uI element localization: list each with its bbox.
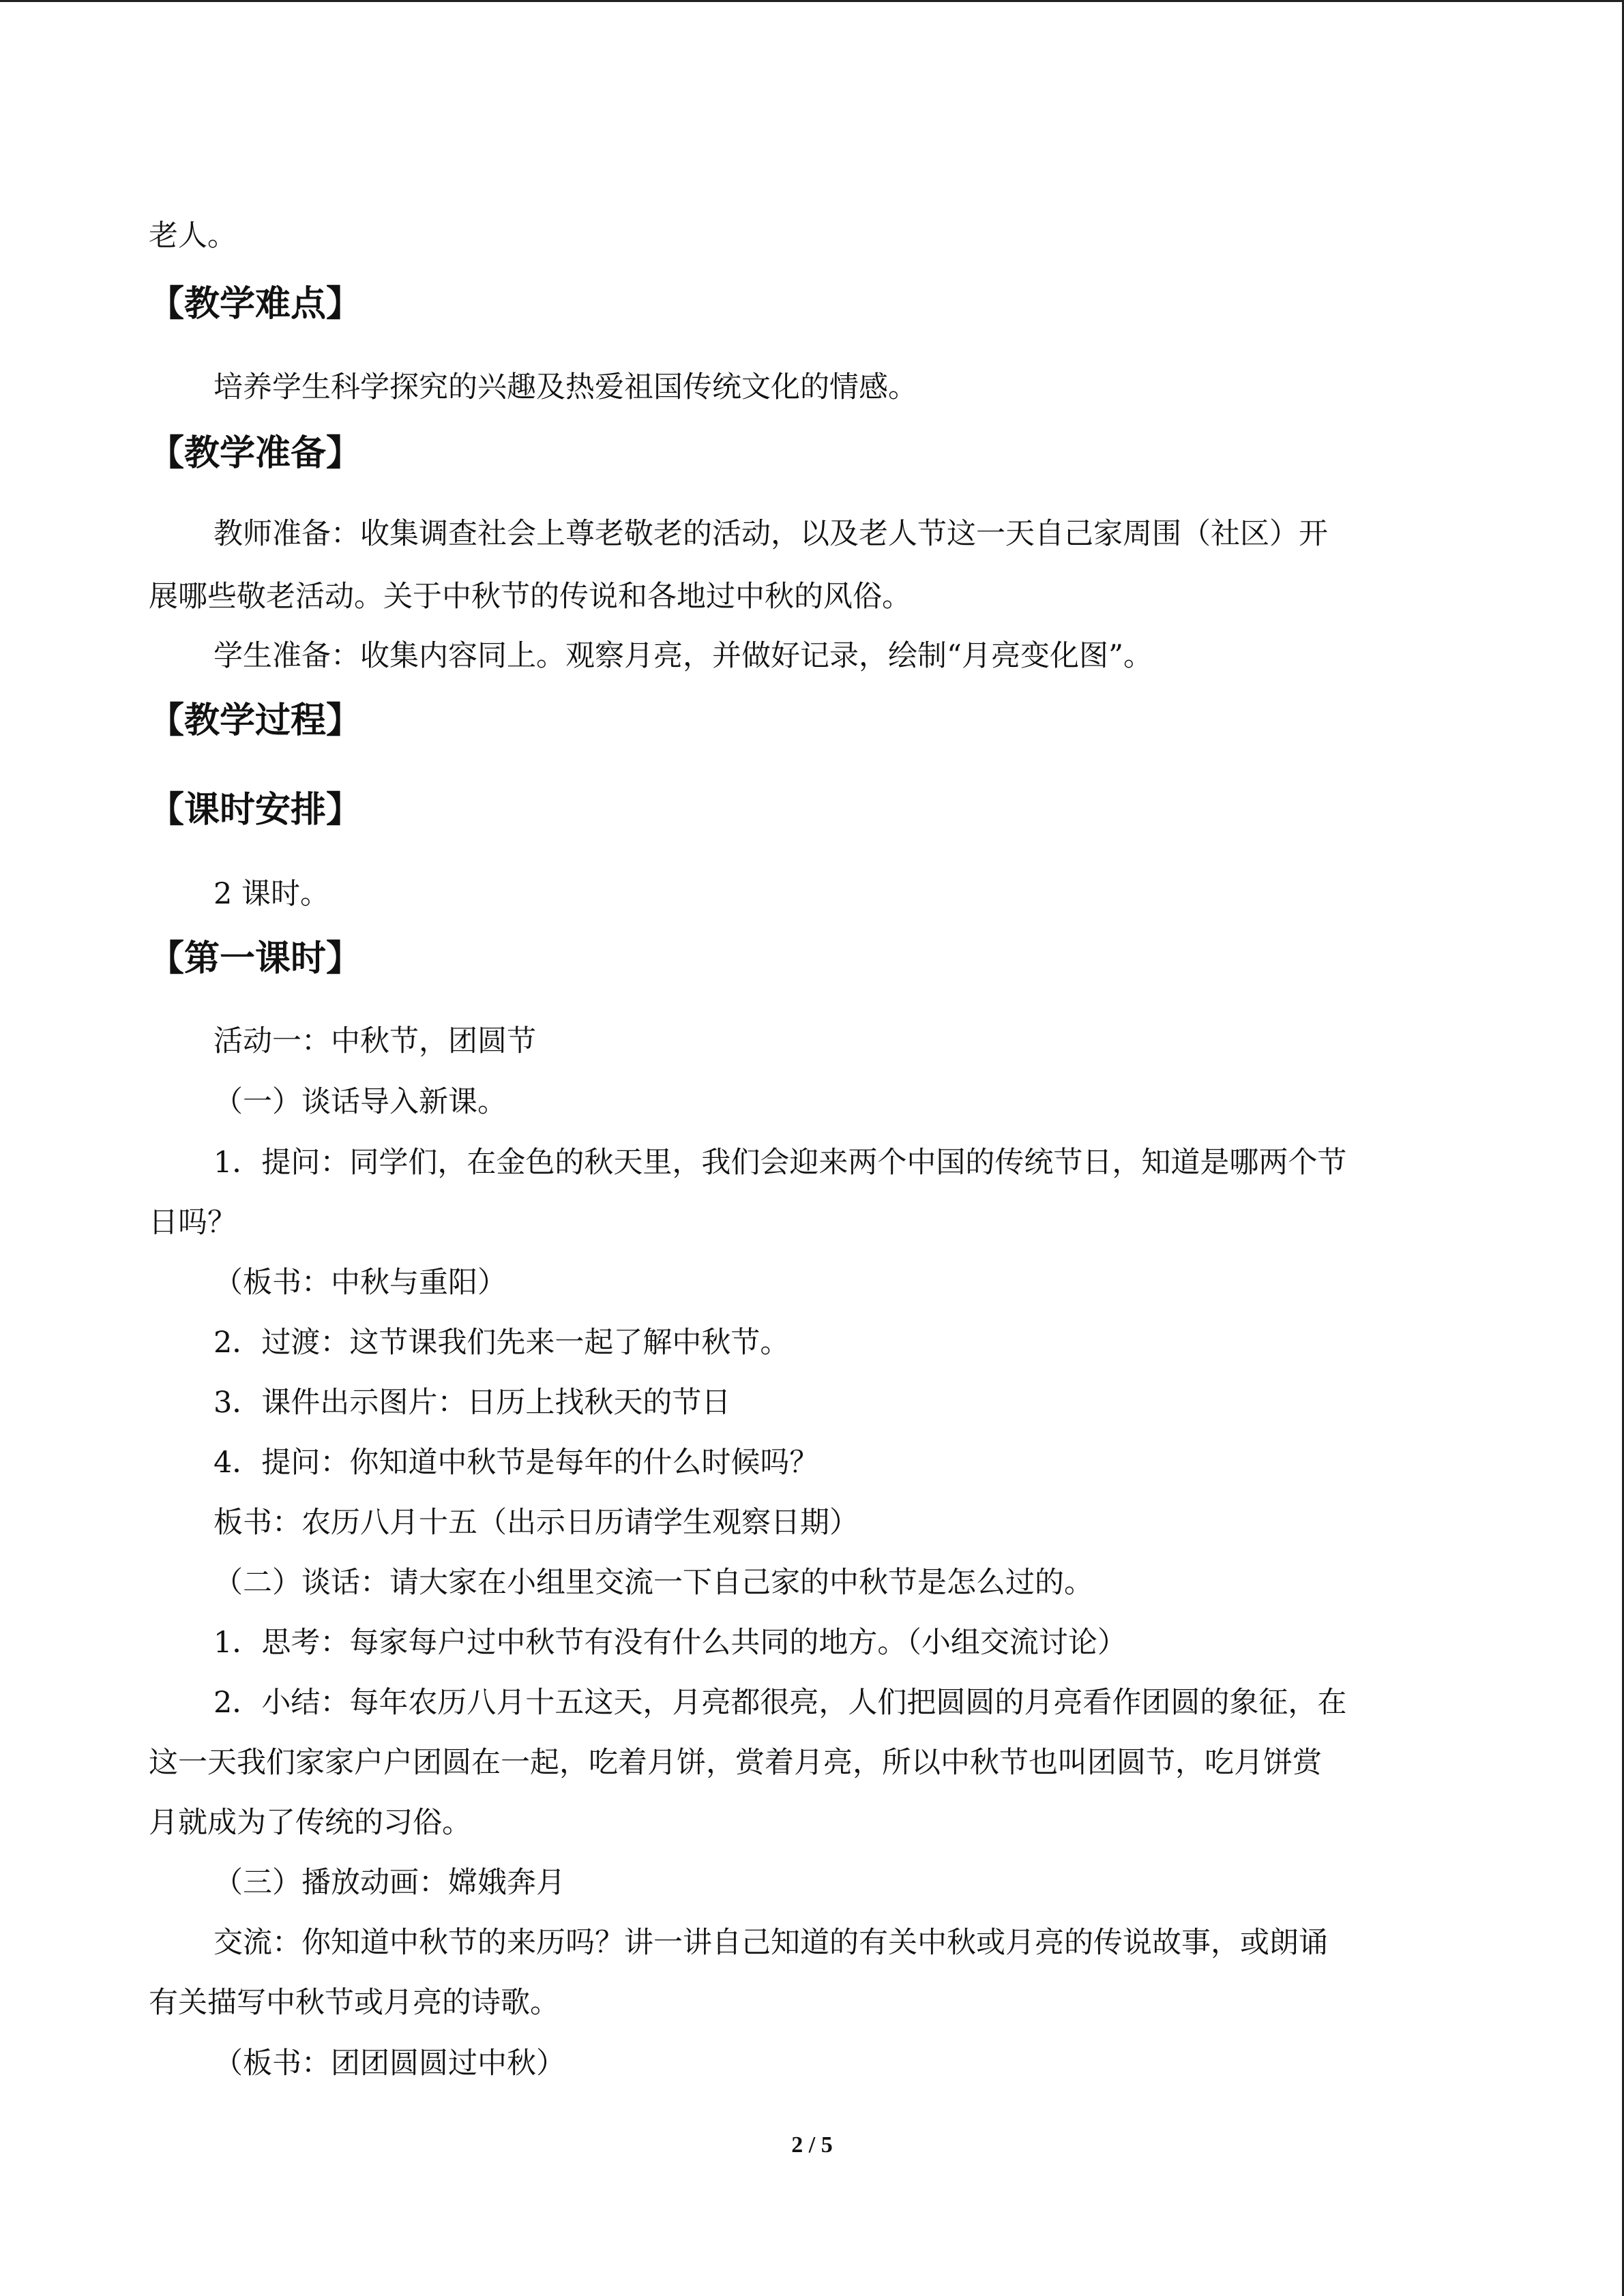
body-text-line: 交流：你知道中秋节的来历吗？讲一讲自己知道的有关中秋或月亮的传说故事，或朗诵 [213,1926,1328,1960]
body-text-line: 2．小结：每年农历八月十五这天，月亮都很亮，人们把圆圆的月亮看作团圆的象征，在 [213,1686,1347,1720]
body-text-line: 有关描写中秋节或月亮的诗歌。 [149,1986,559,2020]
body-text-line: 1．思考：每家每户过中秋节有没有什么共同的地方。（小组交流讨论） [213,1626,1127,1660]
body-text-line: （一）谈话导入新课。 [213,1085,507,1119]
section-heading-lesson-schedule: 【课时安排】 [149,790,362,831]
body-text-line: 日吗？ [149,1206,237,1240]
body-text-line: 1．提问：同学们，在金色的秋天里，我们会迎来两个中国的传统节日，知道是哪两个节 [213,1146,1347,1180]
body-text-line: 板书：农历八月十五（出示日历请学生观察日期） [213,1506,859,1540]
section-heading-teaching-process: 【教学过程】 [149,700,362,741]
body-text-line: 展哪些敬老活动。关于中秋节的传说和各地过中秋的风俗。 [149,580,911,614]
body-text-line: 这一天我们家家户户团圆在一起，吃着月饼，赏着月亮，所以中秋节也叫团圆节，吃月饼赏 [149,1746,1322,1780]
section-heading-first-lesson: 【第一课时】 [149,938,362,979]
body-text-line: 学生准备：收集内容同上。观察月亮，并做好记录，绘制“月亮变化图”。 [213,639,1153,673]
section-heading-teaching-preparation: 【教学准备】 [149,433,362,474]
body-text-line: 3．课件出示图片：日历上找秋天的节日 [213,1386,731,1420]
body-text-line: 教师准备：收集调查社会上尊老敬老的活动，以及老人节这一天自己家周围（社区）开 [213,517,1328,551]
body-text-line: 2．过渡：这节课我们先来一起了解中秋节。 [213,1326,790,1360]
body-text-line: 4．提问：你知道中秋节是每年的什么时候吗？ [213,1446,819,1480]
body-text-line: 老人。 [149,219,237,253]
body-text-line: 2 课时。 [213,877,330,911]
body-text-line: （三）播放动画：嫦娥奔月 [213,1866,565,1900]
body-text-line: （板书：团团圆圆过中秋） [213,2046,565,2081]
section-heading-teaching-difficulty: 【教学难点】 [149,284,362,325]
page-number: 2 / 5 [791,2132,833,2158]
body-text-line: （板书：中秋与重阳） [213,1266,507,1300]
body-text-line: 月就成为了传统的习俗。 [149,1806,471,1840]
body-text-line: （二）谈话：请大家在小组里交流一下自己家的中秋节是怎么过的。 [213,1566,1093,1600]
body-text-line: 活动一：中秋节，团圆节 [213,1024,536,1058]
body-text-line: 培养学生科学探究的兴趣及热爱祖国传统文化的情感。 [213,370,917,404]
